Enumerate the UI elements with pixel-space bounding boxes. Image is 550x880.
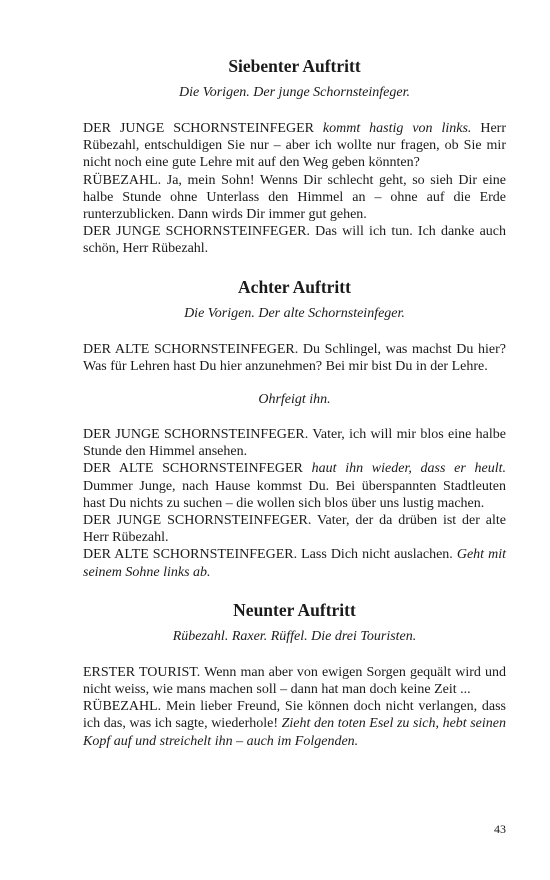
dialogue-text: RÜBEZAHL. Mein lieber Freund, Sie können doch nicht verlangen, dass ich das, was ich sagte, wiederhole!: [83, 699, 506, 732]
dialogue-line: [83, 460, 506, 512]
dialogue-text: DER ALTE SCHORNSTEINFEGER. Lass Dich nicht auslachen.: [83, 547, 457, 563]
scene-7-subtitle: Die Vorigen. Der junge Schornsteinfeger.: [179, 85, 410, 100]
stage-direction: Zieht den toten Esel zu sich, hebt seinen Kopf auf und streichelt ihn – auch im Folgenden.: [83, 716, 506, 749]
dialogue-line: DER JUNGE SCHORNSTEINFEGER. Vater, der da drüben ist der alte Herr Rübezahl.: [83, 513, 506, 546]
dialogue-line: ERSTER TOURIST. Wenn man aber von ewigen Sorgen gequält wird und nicht weiss, wie mans machen soll – dann hat man doch keine Zeit ...: [83, 664, 506, 698]
scene-9: [83, 599, 506, 750]
scene-9-dialogue: [83, 664, 506, 750]
scene-9-title: Neunter Auftritt: [233, 599, 356, 620]
speaker-text: DER JUNGE SCHORNSTEINFEGER: [83, 121, 323, 136]
stage-direction: kommt hastig von links.: [322, 121, 472, 136]
dialogue-line: DER JUNGE SCHORNSTEINFEGER. Vater, ich will mir blos eine halbe Stunde den Himmel ansehen.: [83, 427, 506, 460]
scene-9-subtitle: Rübezahl. Raxer. Rüffel. Die drei Touristen.: [172, 628, 417, 644]
scene-8-title: Achter Auftritt: [238, 276, 351, 297]
dialogue-text: Dummer Junge, nach Hause kommst Du. Bei überspannten Stadtleuten hast Du nichts zu suchen – die wollen sich blos über uns lustig machen.: [83, 478, 506, 511]
dialogue-line: [83, 546, 506, 580]
speaker-text: DER ALTE SCHORNSTEINFEGER: [83, 461, 312, 477]
stage-direction-centered: Ohrfeigt ihn.: [258, 392, 331, 408]
scene-7-dialogue: [83, 120, 506, 258]
scene-8-dialogue: [83, 341, 506, 581]
scene-8-subtitle: Die Vorigen. Der alte Schornsteinfeger.: [184, 305, 405, 321]
stage-direction: haut ihn wieder, dass er heult.: [311, 461, 506, 477]
dialogue-text: Herr Rübezahl, entschuldigen Sie nur – aber ich wollte nur fragen, ob Sie mir nicht noch eine gute Lehre mit auf den Weg geben könnten?: [83, 121, 506, 171]
dialogue-line: DER JUNGE SCHORNSTEINFEGER. Das will ich tun. Ich danke auch schön, Herr Rübezahl.: [83, 224, 506, 257]
dialogue-line: DER ALTE SCHORNSTEINFEGER. Du Schlingel, was machst Du hier? Was für Lehren hast Du hier anzunehmen? Bei mir bist Du in der Lehre.: [83, 341, 506, 374]
dialogue-line: [83, 698, 506, 750]
stage-direction: Geht mit seinem Sohne links ab.: [83, 547, 506, 580]
dialogue-line: [83, 120, 506, 172]
page-body: [83, 55, 506, 750]
scene-7-title: Siebenter Auftritt: [228, 56, 361, 76]
dialogue-line: RÜBEZAHL. Ja, mein Sohn! Wenns Dir schlecht geht, so sieh Dir eine halbe Stunde ohne Unterlass den Himmel an – ohne auf die Erde runterzublicken. Dann wirds Dir immer gut gehen.: [83, 172, 506, 223]
scene-8: [83, 276, 506, 581]
page-number: 43: [494, 822, 506, 836]
